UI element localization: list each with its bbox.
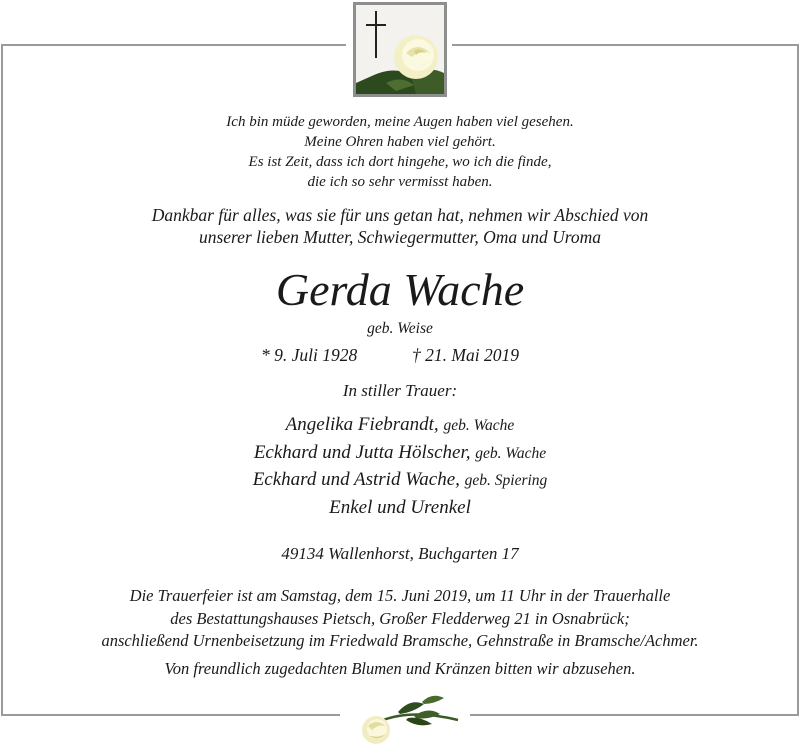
intro-line-1: Dankbar für alles, was sie für uns getan hat, nehmen wir Abschied von	[151, 205, 649, 225]
address: 49134 Wallenhorst, Buchgarten 17	[281, 544, 519, 563]
poem-line-2: Meine Ohren haben viel gehört.	[304, 134, 496, 150]
mourner-name: Eckhard und Jutta Hölscher,	[253, 442, 471, 463]
details-line-3: anschließend Urnenbeisetzung im Friedwald Bramsche, Gehnstraße in Bramsche/Achmer.	[101, 631, 699, 650]
mourner-suffix: geb. Wache	[443, 417, 515, 434]
mourner-suffix: geb. Wache	[475, 445, 547, 462]
life-dates	[0, 345, 800, 367]
mourner-name: Enkel und Urenkel	[329, 497, 471, 518]
details-line-2: des Bestattungshauses Pietsch, Großer Fledderweg 21 in Osnabrück;	[170, 609, 630, 628]
deceased-name: Gerda Wache	[275, 264, 525, 315]
top-emblem	[346, 0, 452, 100]
bottom-emblem	[340, 690, 470, 747]
poem-line-4: die ich so sehr vermisst haben.	[307, 174, 493, 190]
cross-rose-image	[353, 2, 447, 97]
maiden-name: geb. Weise	[367, 320, 433, 337]
intro-line-2: unserer lieben Mutter, Schwiegermutter, Oma und Uroma	[198, 227, 602, 247]
poem-line-1: Ich bin müde geworden, meine Augen haben viel gesehen.	[226, 114, 574, 130]
details-line-1: Die Trauerfeier ist am Samstag, dem 15. Juni 2019, um 11 Uhr in der Trauerhalle	[129, 586, 671, 605]
mourning-header: In stiller Trauer:	[342, 381, 458, 400]
mourner-line	[0, 469, 800, 491]
mourner-suffix: geb. Spiering	[464, 472, 548, 489]
details-line-4: Von freundlich zugedachten Blumen und Kränzen bitten wir abzusehen.	[164, 659, 636, 678]
mourner-line	[0, 497, 800, 519]
death-date: † 21. Mai 2019	[412, 345, 519, 365]
mourner-line	[0, 442, 800, 464]
mourner-name: Eckhard und Astrid Wache,	[252, 469, 460, 490]
cross-icon	[356, 5, 444, 94]
poem-line-3: Es ist Zeit, dass ich dort hingehe, wo ich die finde,	[248, 154, 552, 170]
birth-date: * 9. Juli 1928	[261, 345, 358, 365]
rose-icon	[340, 690, 470, 747]
mourner-line	[0, 414, 800, 436]
mourner-name: Angelika Fiebrandt,	[285, 414, 439, 435]
